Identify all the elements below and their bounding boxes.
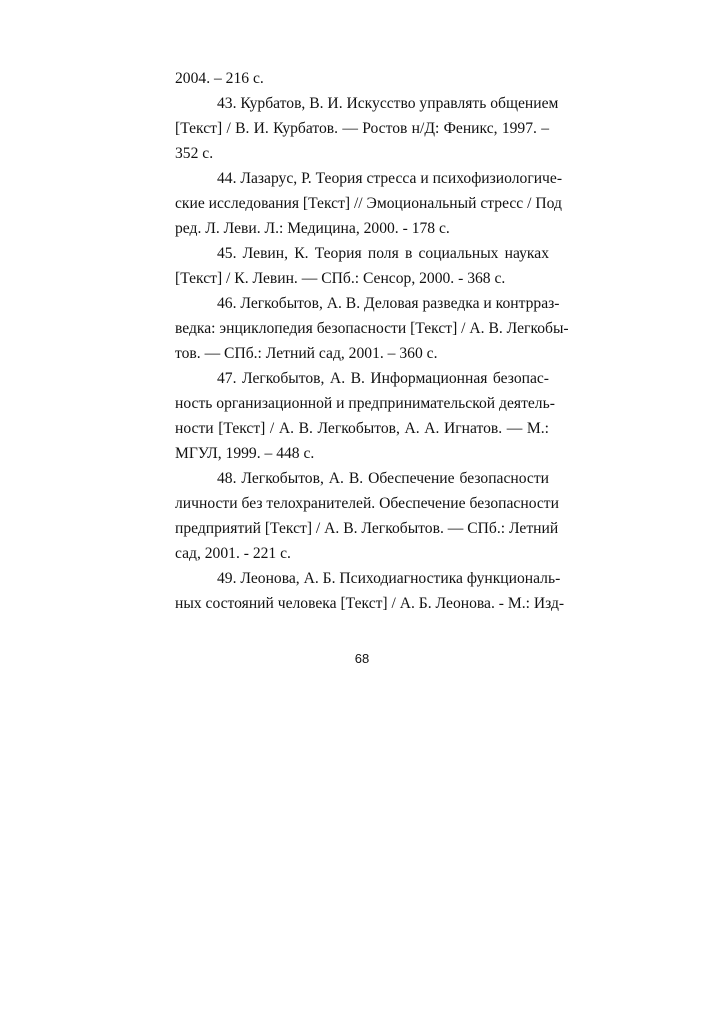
reference-44-line: 44. Лазарус, Р. Теория стресса и психофизиологиче-	[217, 170, 563, 187]
reference-47-line: 47. Легкобытов, А. В. Информационная безопас-	[217, 370, 549, 387]
reference-line: личности без телохранителей. Обеспечение безопасности	[175, 495, 559, 512]
reference-45-line: 45. Левин, К. Теория поля в социальных науках	[217, 245, 549, 262]
reference-line: [Текст] / В. И. Курбатов. — Ростов н/Д: Феникс, 1997. –	[175, 120, 549, 137]
reference-line: сад, 2001. - 221 с.	[175, 545, 291, 562]
reference-line: [Текст] / К. Левин. — СПб.: Сенсор, 2000. - 368 с.	[175, 270, 506, 287]
reference-43-line: 43. Курбатов, В. И. Искусство управлять общением	[217, 95, 559, 112]
reference-line: ность организационной и предпринимательской деятель-	[175, 395, 555, 412]
reference-line: МГУЛ, 1999. – 448 с.	[175, 445, 315, 462]
reference-line: ных состояний человека [Текст] / А. Б. Леонова. - М.: Изд-	[175, 595, 565, 612]
reference-line: предприятий [Текст] / А. В. Легкобытов. — СПб.: Летний	[175, 520, 559, 537]
reference-line: ред. Л. Леви. Л.: Медицина, 2000. - 178 с.	[175, 220, 450, 237]
reference-line: ские исследования [Текст] // Эмоциональный стресс / Под	[175, 195, 562, 212]
page-number: 68	[354, 651, 370, 666]
reference-line: 352 с.	[175, 145, 214, 162]
reference-48-line: 48. Легкобытов, А. В. Обеспечение безопасности	[217, 470, 549, 487]
reference-46-line: 46. Легкобытов, А. В. Деловая разведка и контрраз-	[217, 295, 560, 312]
reference-line: 2004. – 216 с.	[175, 70, 264, 87]
reference-line: тов. — СПб.: Летний сад, 2001. – 360 с.	[175, 345, 438, 362]
reference-49-line: 49. Леонова, А. Б. Психодиагностика функциональ-	[217, 570, 561, 587]
reference-line: ности [Текст] / А. В. Легкобытов, А. А. Игнатов. — М.:	[175, 420, 549, 437]
reference-line: ведка: энциклопедия безопасности [Текст] / А. В. Легкобы-	[175, 320, 569, 337]
